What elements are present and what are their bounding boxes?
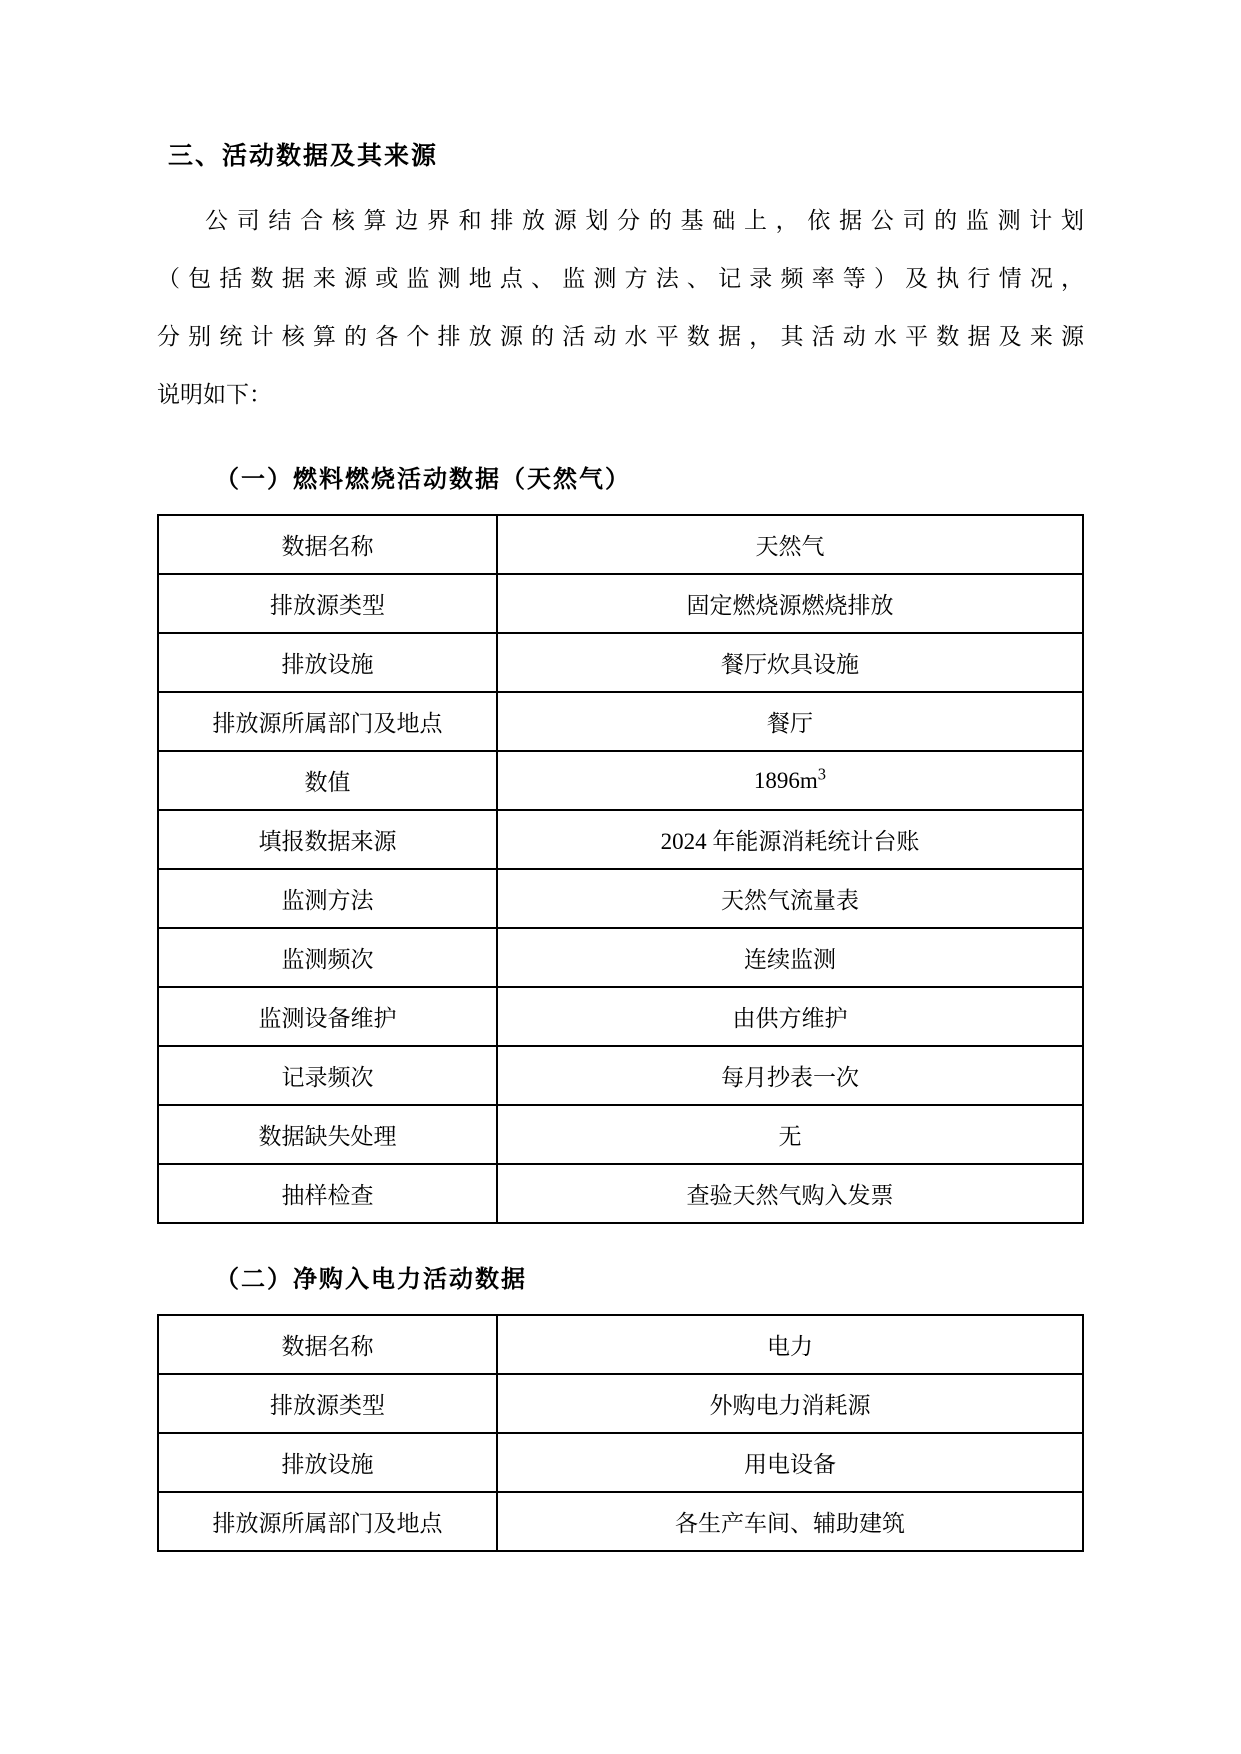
row-label-cell: 排放设施 <box>158 1433 497 1492</box>
row-label-cell: 监测频次 <box>158 928 497 987</box>
subsection <box>157 1266 1084 1552</box>
row-value-cell: 电力 <box>497 1315 1083 1374</box>
table-row <box>158 1374 1083 1433</box>
section-heading: 三、活动数据及其来源 <box>168 142 439 170</box>
table-row <box>158 1046 1083 1105</box>
subsection-heading: （二）净购入电力活动数据 <box>215 1266 527 1293</box>
paragraph-line: （包括数据来源或监测地点、监测方法、记录频率等）及执行情况， <box>157 266 1084 291</box>
row-value-cell: 餐厅 <box>497 692 1083 751</box>
row-label-cell: 数值 <box>158 751 497 810</box>
paragraph-line: 分别统计核算的各个排放源的活动水平数据，其活动水平数据及来源 <box>157 324 1084 349</box>
row-value-cell: 固定燃烧源燃烧排放 <box>497 574 1083 633</box>
data-table <box>157 514 1084 1224</box>
row-value-cell: 天然气流量表 <box>497 869 1083 928</box>
table-row <box>158 869 1083 928</box>
row-label-cell: 排放设施 <box>158 633 497 692</box>
data-table <box>157 1314 1084 1552</box>
table-row <box>158 1315 1083 1374</box>
superscript: 3 <box>817 763 827 783</box>
row-label-cell: 监测方法 <box>158 869 497 928</box>
row-label-cell: 抽样检查 <box>158 1164 497 1223</box>
row-label-cell: 排放源类型 <box>158 1374 497 1433</box>
row-value-cell: 餐厅炊具设施 <box>497 633 1083 692</box>
row-label-cell: 数据名称 <box>158 1315 497 1374</box>
subsections-container <box>157 466 1084 1552</box>
subsection <box>157 466 1084 1224</box>
table-row <box>158 515 1083 574</box>
row-value-cell: 2024 年能源消耗统计台账 <box>497 810 1083 869</box>
table-row <box>158 692 1083 751</box>
row-label-cell: 排放源所属部门及地点 <box>158 1492 497 1551</box>
row-label-cell: 填报数据来源 <box>158 810 497 869</box>
row-value-cell: 用电设备 <box>497 1433 1083 1492</box>
row-value-cell: $1896m^3$ <box>497 751 1083 810</box>
row-label-cell: 排放源所属部门及地点 <box>158 692 497 751</box>
row-label-cell: 数据名称 <box>158 515 497 574</box>
row-value-cell: 查验天然气购入发票 <box>497 1164 1083 1223</box>
table-row <box>158 1433 1083 1492</box>
row-label-cell: 记录频次 <box>158 1046 497 1105</box>
table-row <box>158 987 1083 1046</box>
intro-paragraph <box>157 192 1084 424</box>
row-value-cell: 外购电力消耗源 <box>497 1374 1083 1433</box>
row-label-cell: 数据缺失处理 <box>158 1105 497 1164</box>
table-row <box>158 1105 1083 1164</box>
row-value-cell: 连续监测 <box>497 928 1083 987</box>
row-label-cell: 排放源类型 <box>158 574 497 633</box>
row-value-cell: 无 <box>497 1105 1083 1164</box>
row-value-cell: 由供方维护 <box>497 987 1083 1046</box>
table-row <box>158 633 1083 692</box>
table-row <box>158 1492 1083 1551</box>
table-row <box>158 751 1083 810</box>
table-row <box>158 928 1083 987</box>
paragraph-line: 公司结合核算边界和排放源划分的基础上，依据公司的监测计划 <box>205 208 1084 233</box>
table-row <box>158 574 1083 633</box>
row-value-cell: 每月抄表一次 <box>497 1046 1083 1105</box>
table-row <box>158 1164 1083 1223</box>
table-row <box>158 810 1083 869</box>
subsection-heading: （一）燃料燃烧活动数据（天然气） <box>215 466 631 493</box>
row-value-cell: 各生产车间、辅助建筑 <box>497 1492 1083 1551</box>
paragraph-line: 说明如下： <box>157 382 272 407</box>
row-label-cell: 监测设备维护 <box>158 987 497 1046</box>
row-value-cell: 天然气 <box>497 515 1083 574</box>
